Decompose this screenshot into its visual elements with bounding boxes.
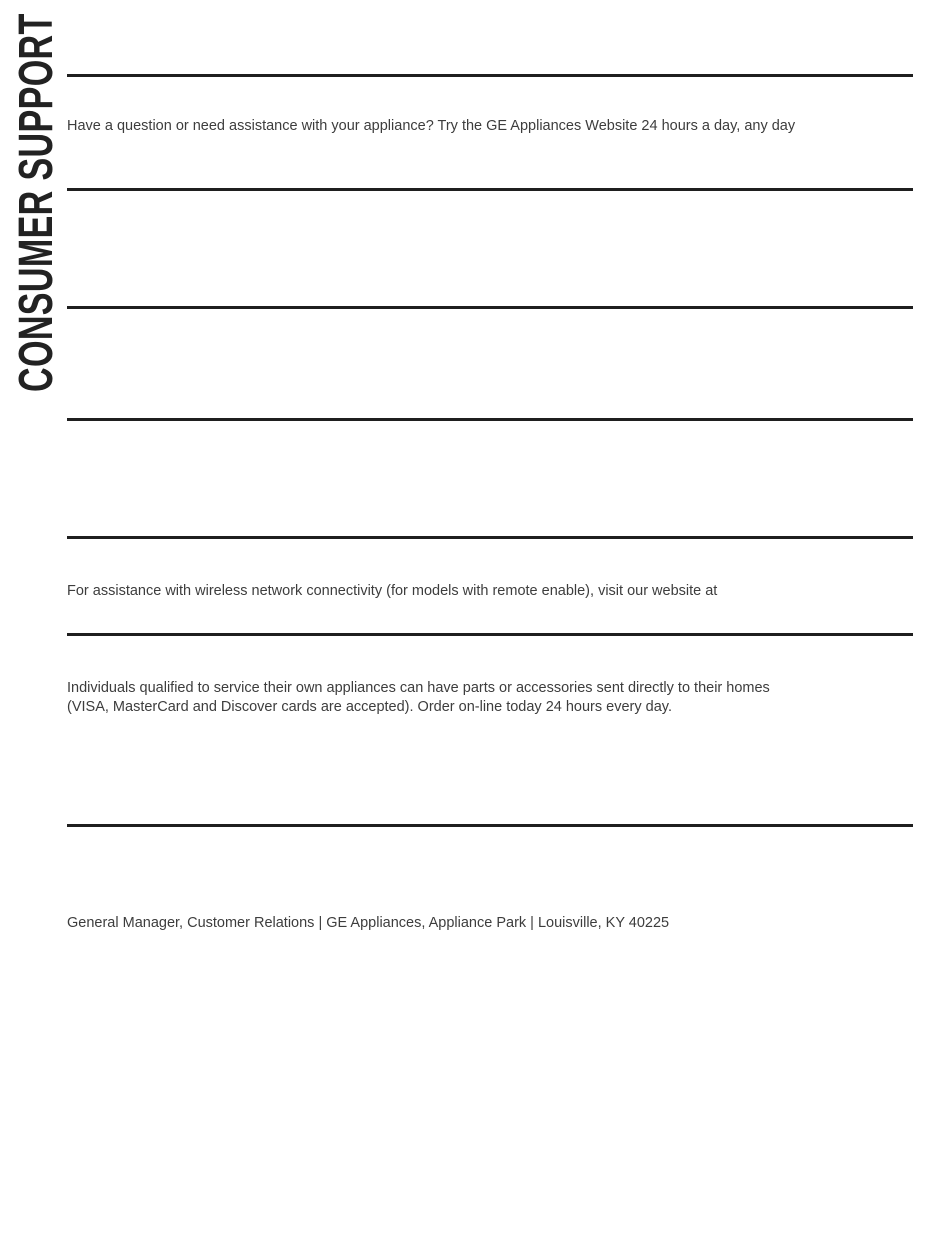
section-divider <box>67 824 913 827</box>
page-title: CONSUMER SUPPORT <box>10 13 63 392</box>
section-divider <box>67 633 913 636</box>
wireless-paragraph: For assistance with wireless network connectivity (for models with remote enable), visit our website at <box>67 583 718 599</box>
section-divider <box>67 188 913 191</box>
parts-paragraph <box>67 679 913 717</box>
parts-paragraph-line2: (VISA, MasterCard and Discover cards are accepted). Order on-line today 24 hours every day. <box>67 699 672 715</box>
contact-line: General Manager, Customer Relations | GE Appliances, Appliance Park | Louisville, KY 40225 <box>67 915 670 931</box>
section-divider <box>67 74 913 77</box>
website-paragraph: Have a question or need assistance with your appliance? Try the GE Appliances Website 24 hours a day, any day <box>67 118 796 134</box>
section-divider <box>67 306 913 309</box>
section-divider <box>67 536 913 539</box>
section-divider <box>67 418 913 421</box>
parts-paragraph-line1: Individuals qualified to service their own appliances can have parts or accessories sent directly to their homes <box>67 680 770 696</box>
